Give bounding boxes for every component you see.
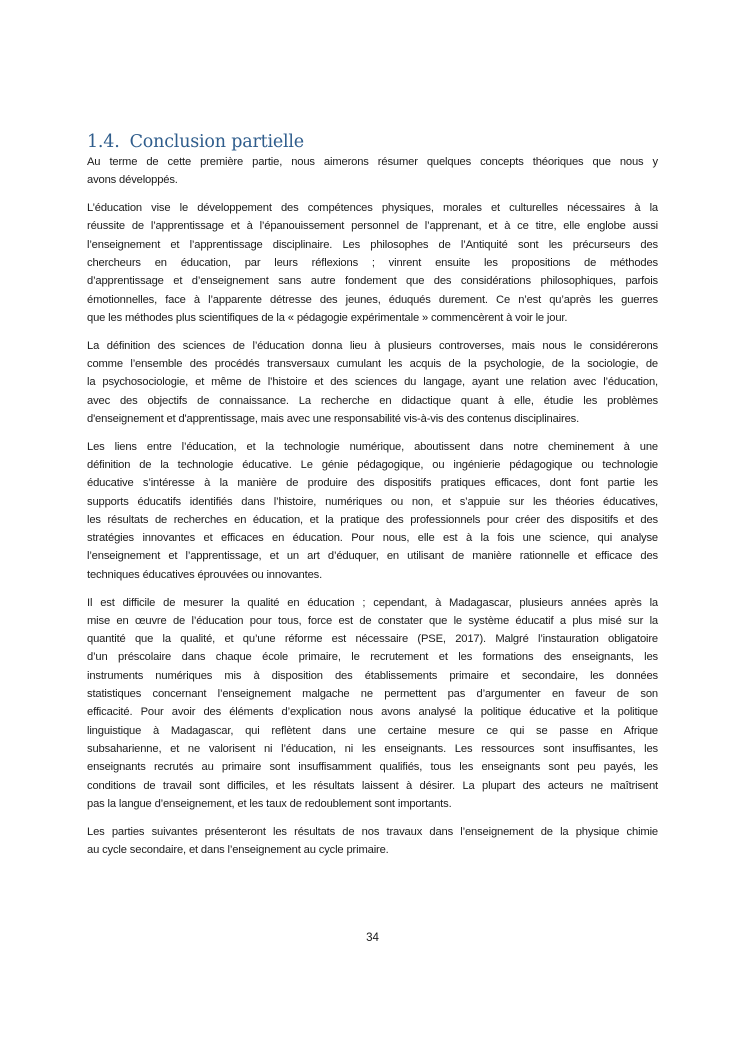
paragraph — [87, 594, 658, 814]
text-line: Les liens entre l’éducation, et la technologie numérique, aboutissent dans notre cheminement à une — [87, 440, 658, 453]
text-line: d’apprentissage et d’enseignement sans autre fondement que des considérations philosophiques, parfois — [87, 275, 658, 288]
text-line: la psychosociologie, et même de l’histoire et des sciences du langage, ayant une relation avec l’éducation, — [87, 376, 658, 389]
paragraph — [87, 438, 658, 584]
text-line: techniques éducatives éprouvées ou innovantes. — [87, 568, 323, 581]
page-number: 34 — [366, 932, 379, 944]
text-line: avons développés. — [87, 174, 178, 187]
document-body — [87, 153, 658, 869]
text-line: subsaharienne, et ne valorisent ni l’éducation, ni les enseignants. Les ressources sont insuffisantes, les — [87, 742, 658, 755]
paragraph — [87, 823, 658, 860]
text-line: linguistique à Madagascar, qui reflètent dans une certaine mesure ce qui se passe en Afrique — [87, 724, 658, 737]
paragraph — [87, 199, 658, 327]
text-line: éducative s’intéresse à la manière de produire des dispositifs pratiques efficaces, dont font partie les — [87, 477, 658, 490]
text-line: émotionnelles, face à l’apparente détresse des jeunes, éduqués durement. Ce n’est qu’après les guerres — [87, 293, 658, 306]
section-title: Conclusion partielle — [129, 132, 304, 152]
text-line: enseignants recrutés au primaire sont insuffisamment qualifiés, tous les enseignants sont peu payés, les — [87, 761, 658, 774]
text-line: au cycle secondaire, et dans l’enseignement au cycle primaire. — [87, 843, 389, 856]
text-line: efficacité. Pour avoir des éléments d’explication nous avons analysé la politique éducative et la politique — [87, 706, 658, 719]
text-line: conditions de travail sont difficiles, et les résultats laissent à désirer. La plupart des acteurs ne maîtrisent — [87, 779, 658, 792]
text-line: Les parties suivantes présenteront les résultats de nos travaux dans l’enseignement de la physique chimie — [87, 825, 658, 838]
text-line: définition de la technologie éducative. Le génie pédagogique, ou ingénierie pédagogique ou technologie — [87, 458, 658, 471]
text-line: l’enseignement et l’apprentissage, et un art d’éduquer, en utilisant de manière rationnelle et efficace des — [87, 550, 658, 563]
text-line: supports éducatifs identifiés dans l’histoire, numériques ou non, et s’appuie sur les théories éducatives, — [87, 495, 658, 508]
text-line: chercheurs en éducation, par leurs réflexions ; vinrent ensuite les propositions de méthodes — [87, 256, 658, 269]
text-line: quantité que la qualité, et qu’une réforme est nécessaire (PSE, 2017). Malgré l’instauration obligatoire — [87, 633, 658, 646]
paragraph — [87, 153, 658, 190]
text-line: d’un préscolaire dans chaque école primaire, le recrutement et les formations des enseignants, les — [87, 651, 658, 664]
text-line: stratégies innovantes et efficaces en éducation. Pour nous, elle est à la fois une science, qui analyse — [87, 532, 658, 545]
text-line: l’enseignement et l’apprentissage disciplinaire. Les philosophes de l’Antiquité sont les précurseurs des — [87, 238, 658, 251]
text-line: L’éducation vise le développement des compétences physiques, morales et culturelles nécessaires à la — [87, 202, 658, 215]
text-line: comme l’ensemble des procédés transversaux cumulant les acquis de la psychologie, de la sociologie, de — [87, 357, 658, 370]
text-line: avec des objectifs de connaissance. La recherche en didactique quant à elle, étudie les problèmes — [87, 394, 658, 407]
text-line: La définition des sciences de l’éducation donna lieu à plusieurs controverses, mais nous le considérerons — [87, 339, 658, 352]
text-line: Il est difficile de mesurer la qualité en éducation ; cependant, à Madagascar, plusieurs années après la — [87, 596, 658, 609]
text-line: mise en œuvre de l’éducation pour tous, force est de constater que le système éducatif a plus misé sur la — [87, 614, 658, 627]
section-heading — [87, 132, 304, 152]
text-line: que les méthodes plus scientifiques de la « pédagogie expérimentale » commencèrent à voir le jour. — [87, 311, 568, 324]
text-line: instruments numériques mis à disposition des établissements primaire et secondaire, les données — [87, 669, 658, 682]
text-line: Au terme de cette première partie, nous aimerons résumer quelques concepts théoriques que nous y — [87, 156, 658, 168]
text-line: d'enseignement et d'apprentissage, mais avec une responsabilité vis-à-vis des contenus disciplinaires. — [87, 412, 580, 425]
paragraph — [87, 337, 658, 428]
text-line: statistiques concernant l’enseignement malgache ne permettent pas d’argumenter en faveur de son — [87, 688, 658, 701]
text-line: les résultats de recherches en éducation, et la pratique des professionnels pour créer des dispositifs et des — [87, 513, 658, 526]
text-line: réussite de l’apprentissage et à l’épanouissement personnel de l’apprenant, et à ce titre, elle englobe aussi — [87, 220, 658, 233]
section-number: 1.4. — [87, 132, 120, 152]
text-line: pas la langue d’enseignement, et les taux de redoublement sont importants. — [87, 797, 452, 810]
